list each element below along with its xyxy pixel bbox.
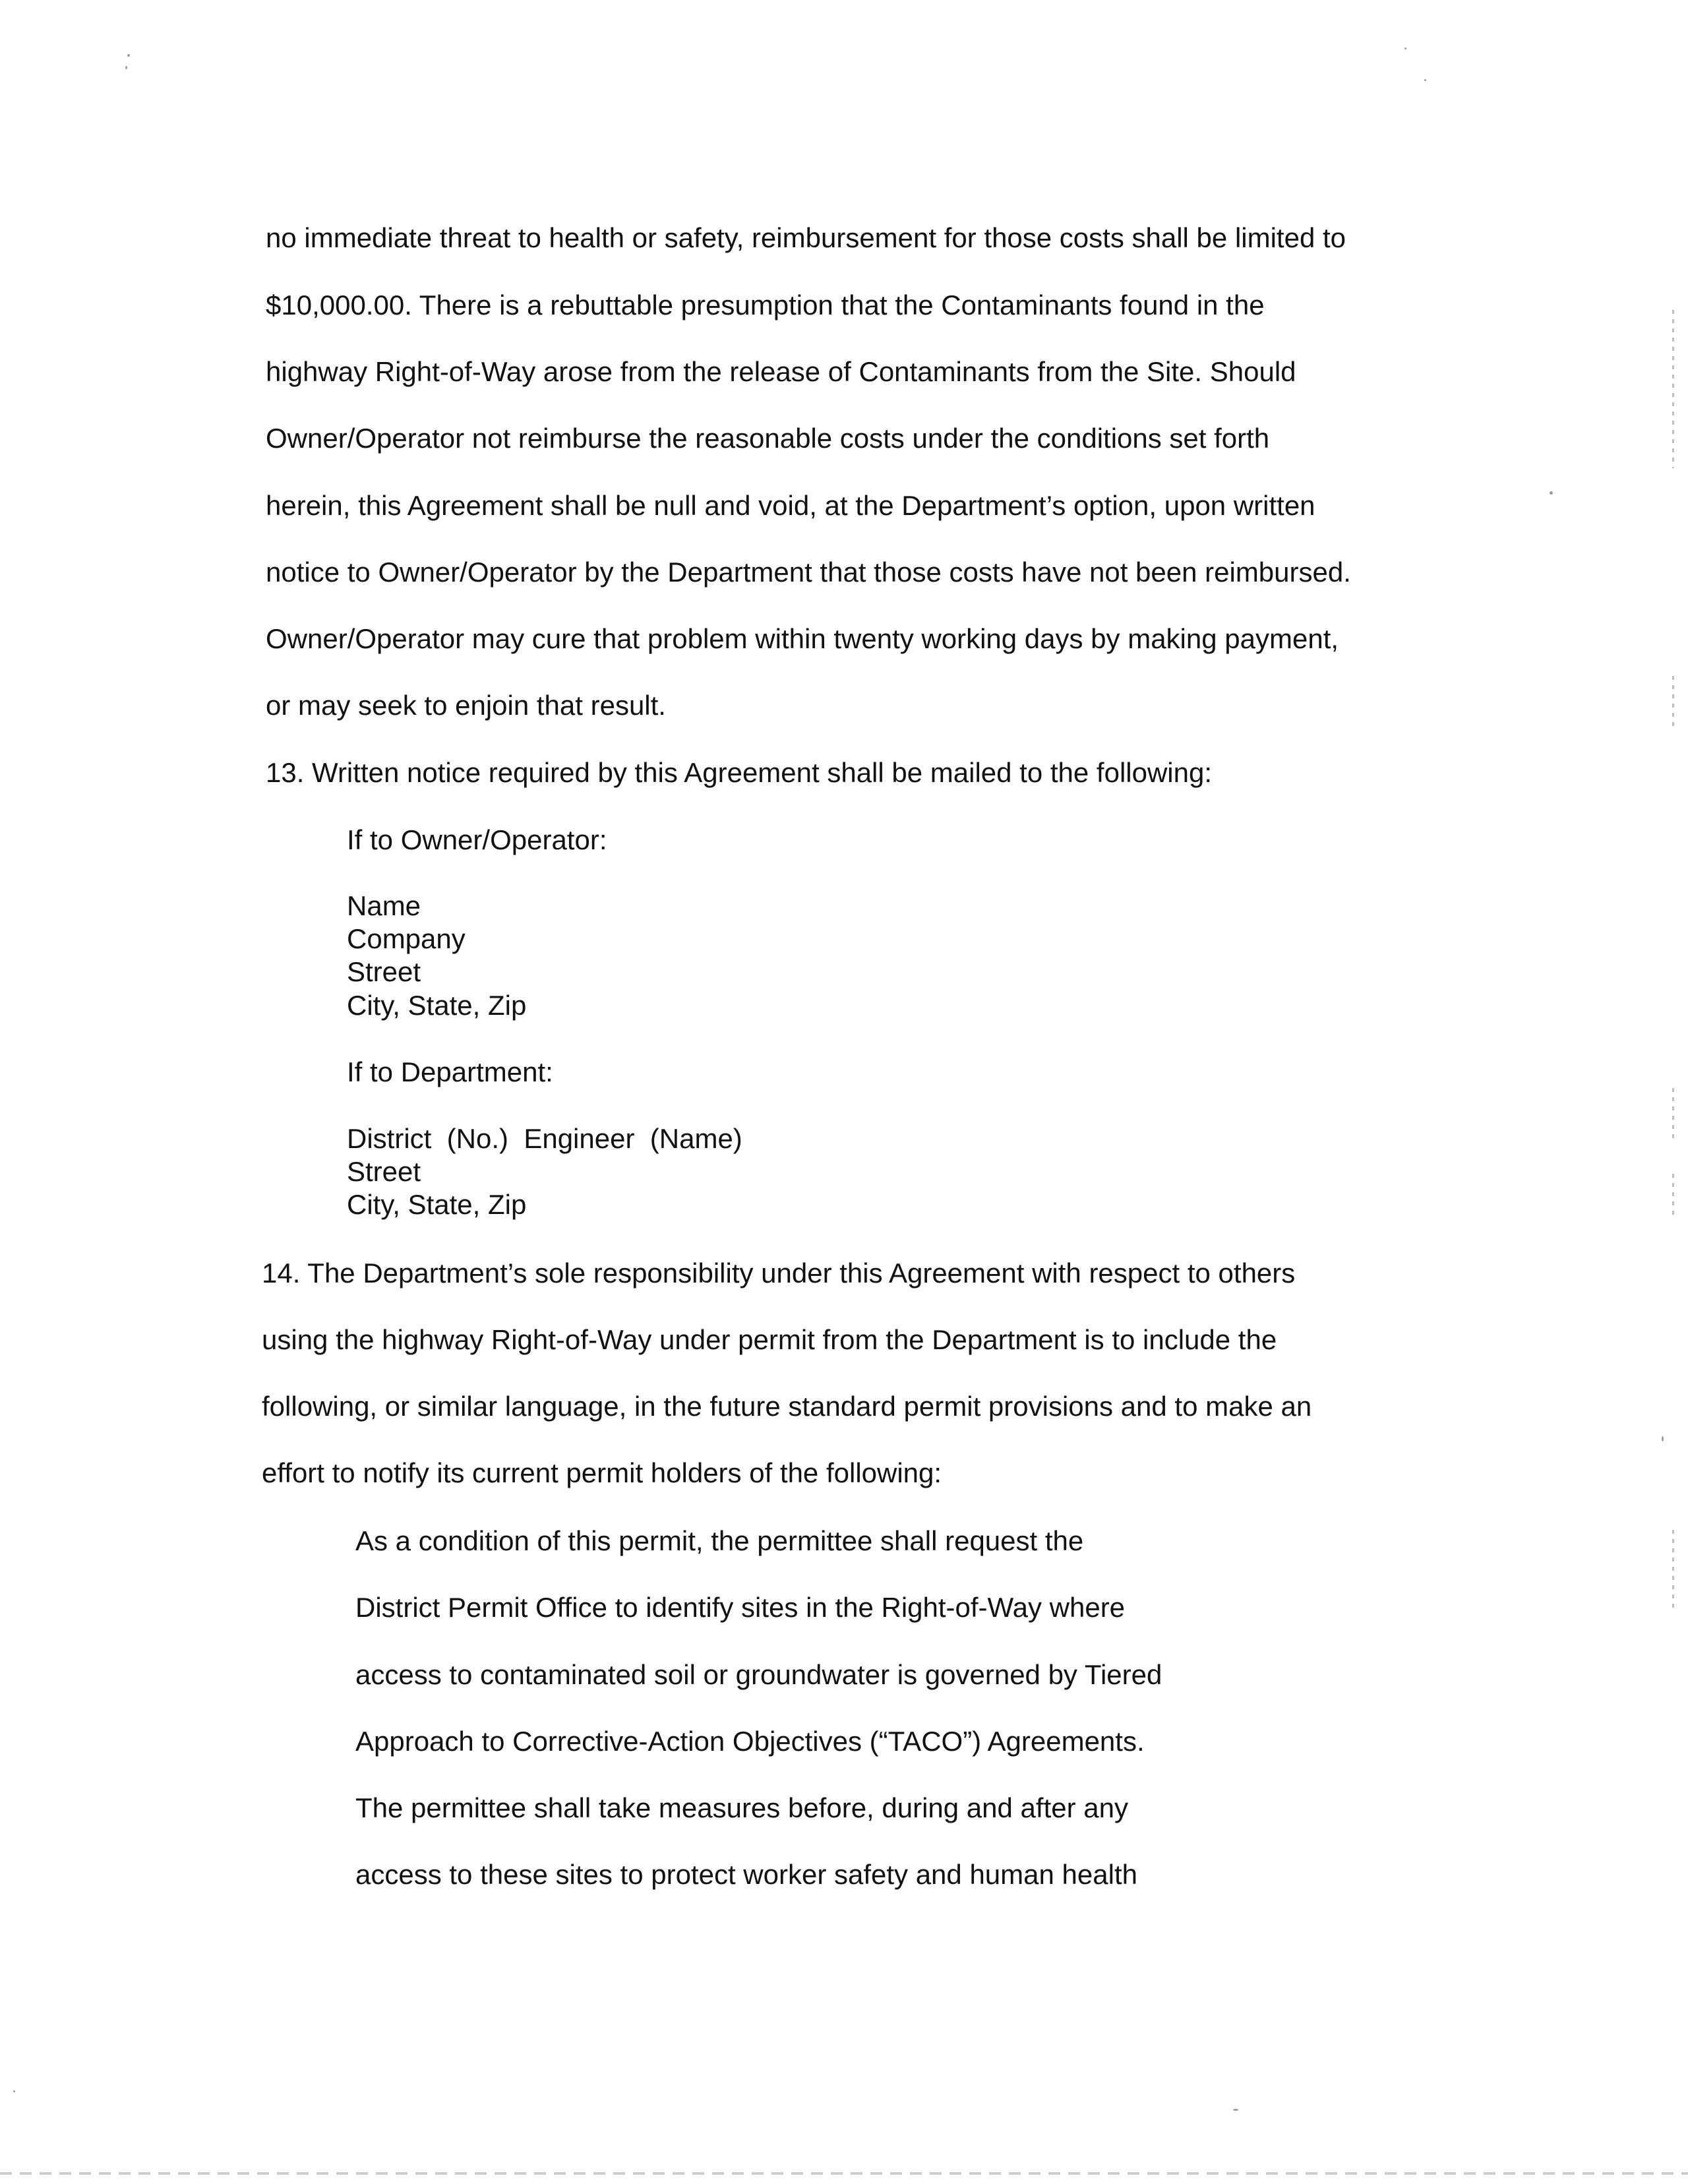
department-address-line: Street (347, 1156, 421, 1187)
department-address-line: District (No.) Engineer (Name) (347, 1123, 742, 1154)
scan-speck (1550, 491, 1553, 495)
scan-speck (13, 2090, 15, 2092)
scan-margin-mark (1672, 1088, 1674, 1141)
paragraph-12-line: Owner/Operator may cure that problem within twenty working days by making payment, (266, 623, 1339, 654)
owner-address-line: Name (347, 890, 421, 921)
permit-condition-line: access to these sites to protect worker safety and human health (355, 1859, 1137, 1890)
owner-address-line: Street (347, 956, 421, 987)
paragraph-14-line: using the highway Right-of-Way under permit from the Department is to include the (262, 1324, 1277, 1355)
paragraph-12-line: notice to Owner/Operator by the Department that those costs have not been reimbursed. (266, 557, 1351, 588)
paragraph-14-line: effort to notify its current permit holders of the following: (262, 1457, 942, 1488)
scan-speck (1662, 1436, 1664, 1441)
permit-condition-line: The permittee shall take measures before, during and after any (355, 1792, 1128, 1823)
scan-speck (1424, 79, 1426, 81)
scan-speck (125, 66, 127, 69)
scan-bottom-edge (0, 2172, 1688, 2175)
paragraph-13: 13. Written notice required by this Agreement shall be mailed to the following: (266, 757, 1213, 788)
owner-notice-heading: If to Owner/Operator: (347, 824, 607, 855)
permit-condition-line: As a condition of this permit, the permittee shall request the (355, 1525, 1084, 1556)
paragraph-12-line: $10,000.00. There is a rebuttable presumption that the Contaminants found in the (266, 289, 1265, 320)
permit-condition-line: Approach to Corrective-Action Objectives (“TACO”) Agreements. (355, 1726, 1145, 1757)
paragraph-12-line: or may seek to enjoin that result. (266, 690, 666, 721)
paragraph-14-line: following, or similar language, in the future standard permit provisions and to make an (262, 1391, 1312, 1422)
scan-margin-mark (1672, 310, 1674, 468)
paragraph-12-line: herein, this Agreement shall be null and void, at the Department’s option, upon written (266, 490, 1315, 521)
scan-margin-mark (1672, 676, 1674, 729)
permit-condition-line: District Permit Office to identify sites in the Right-of-Way where (355, 1592, 1126, 1623)
paragraph-12-line: no immediate threat to health or safety, reimbursement for those costs shall be limited to (266, 222, 1346, 253)
scan-speck (127, 54, 130, 57)
paragraph-14-line: 14. The Department’s sole responsibility under this Agreement with respect to others (262, 1258, 1296, 1289)
paragraph-12-line: highway Right-of-Way arose from the release of Contaminants from the Site. Should (266, 356, 1296, 387)
department-address-line: City, State, Zip (347, 1189, 527, 1220)
scan-margin-mark (1672, 1174, 1674, 1220)
permit-condition-line: access to contaminated soil or groundwater is governed by Tiered (355, 1659, 1162, 1690)
scan-speck (1404, 47, 1406, 49)
owner-address-line: City, State, Zip (347, 990, 527, 1021)
paragraph-12-line: Owner/Operator not reimburse the reasonable costs under the conditions set forth (266, 423, 1270, 454)
department-notice-heading: If to Department: (347, 1056, 553, 1087)
owner-address-line: Company (347, 923, 466, 954)
scan-margin-mark (1672, 1530, 1674, 1609)
scan-speck (1233, 2109, 1238, 2111)
